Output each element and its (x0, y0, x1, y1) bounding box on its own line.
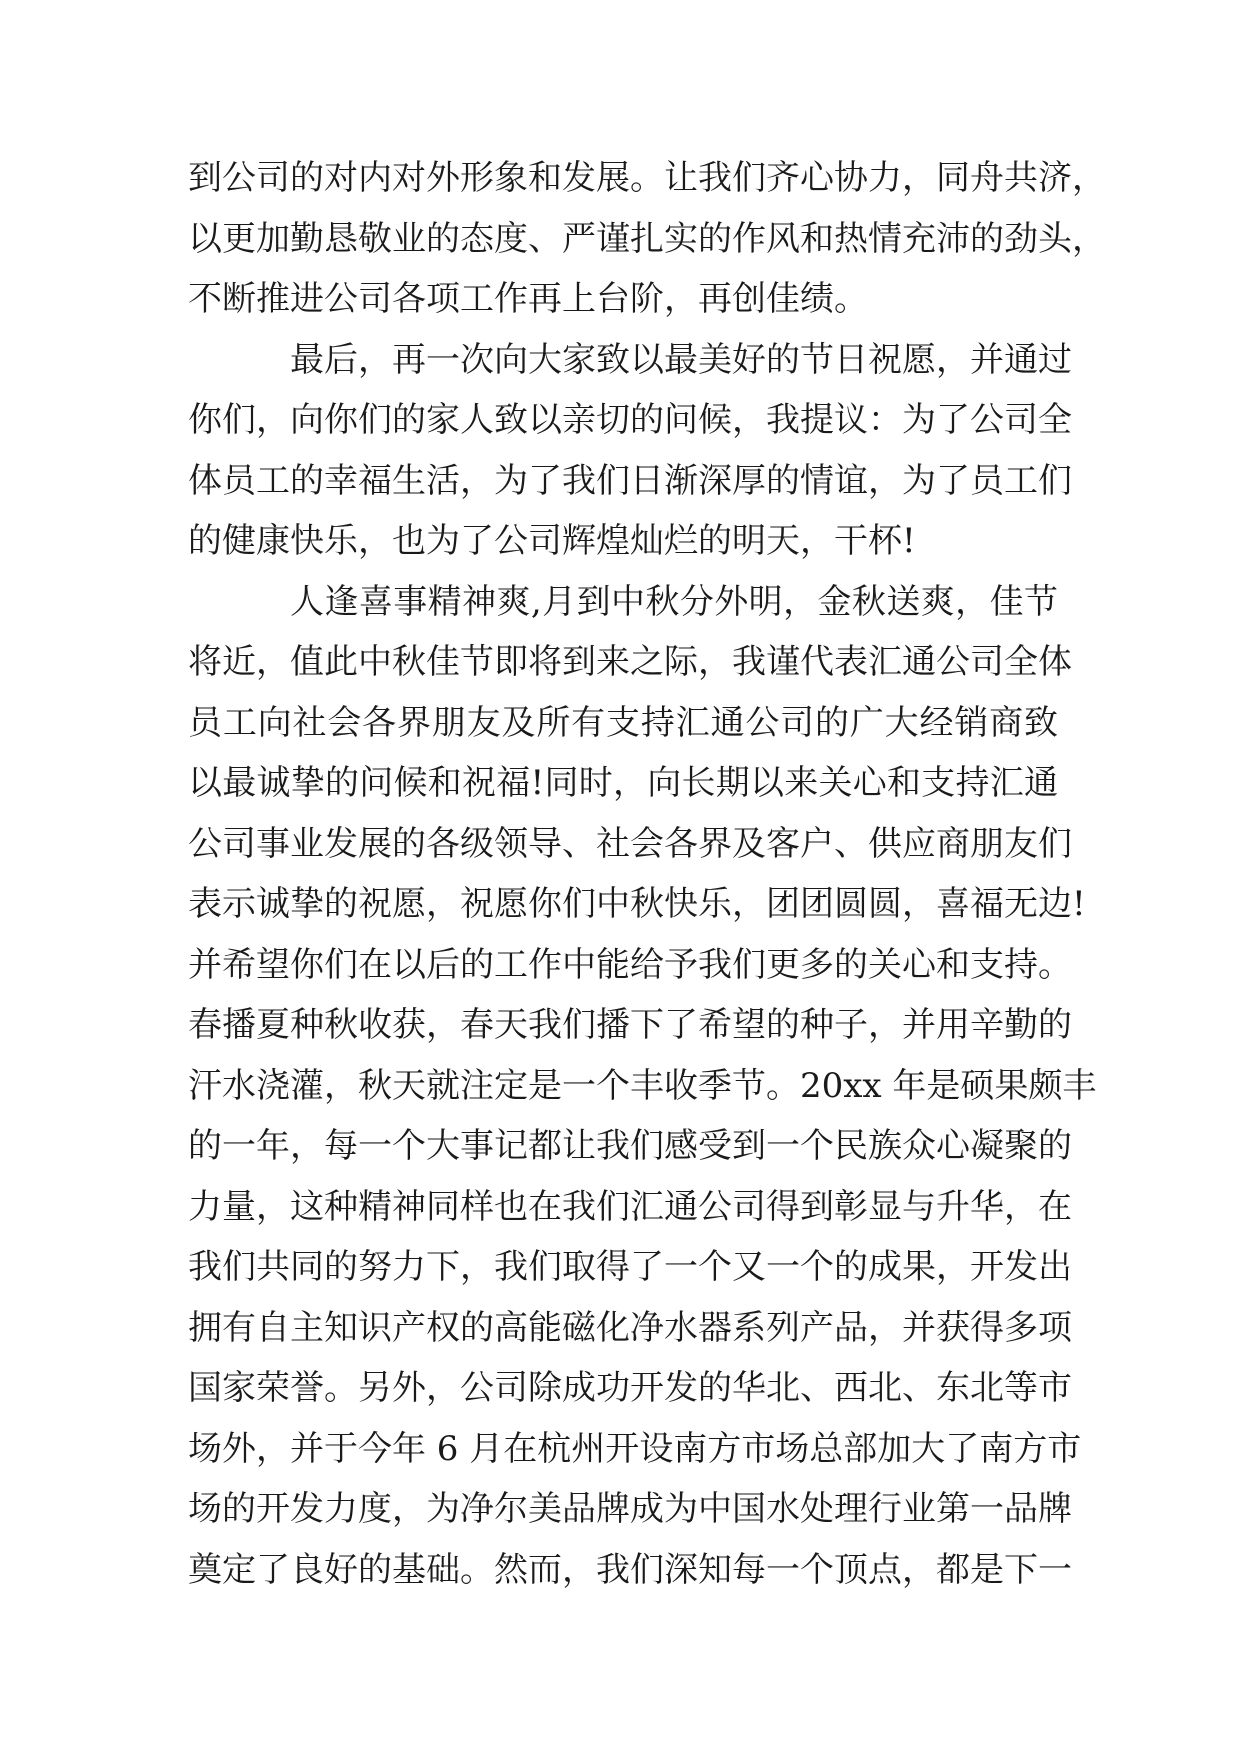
text-line: 你们，向你们的家人致以亲切的问候，我提议：为了公司全 (188, 400, 1072, 440)
text-line: 汗水浇灌，秋天就注定是一个丰收季节。20xx 年是硕果颇丰 (188, 1065, 1097, 1106)
text-line: 力量，这种精神同样也在我们汇通公司得到彰显与升华，在 (188, 1186, 1072, 1227)
paragraph (188, 572, 1097, 1601)
text-line: 并希望你们在以后的工作中能给予我们更多的关心和支持。 (188, 944, 1072, 985)
text-line: 最后，再一次向大家致以最美好的节日祝愿，并通过 (290, 339, 1072, 380)
paragraph (188, 148, 1106, 330)
text-line: 公司事业发展的各级领导、社会各界及客户、供应商朋友们 (188, 823, 1072, 864)
text-line: 体员工的幸福生活，为了我们日渐深厚的情谊，为了员工们 (188, 460, 1072, 501)
document-body (188, 148, 1106, 1600)
text-line: 的一年，每一个大事记都让我们感受到一个民族众心凝聚的 (188, 1126, 1072, 1166)
text-line: 的健康快乐，也为了公司辉煌灿烂的明天，干杯! (188, 521, 916, 561)
paragraph (188, 330, 1072, 572)
text-line: 以最诚挚的问候和祝福!同时，向长期以来关心和支持汇通 (188, 763, 1058, 803)
text-line: 场的开发力度，为净尔美品牌成为中国水处理行业第一品牌 (188, 1489, 1072, 1529)
text-line: 人逢喜事精神爽,月到中秋分外明，金秋送爽，佳节 (290, 581, 1058, 622)
text-line: 场外，并于今年 6 月在杭州开设南方市场总部加大了南方市 (188, 1428, 1082, 1469)
text-line: 以更加勤恳敬业的态度、严谨扎实的作风和热情充沛的劲头， (188, 218, 1106, 259)
text-line: 奠定了良好的基础。然而，我们深知每一个顶点，都是下一 (188, 1549, 1072, 1590)
text-line: 将近，值此中秋佳节即将到来之际，我谨代表汇通公司全体 (188, 642, 1072, 682)
text-line: 到公司的对内对外形象和发展。让我们齐心协力，同舟共济， (188, 158, 1106, 198)
text-line: 员工向社会各界朋友及所有支持汇通公司的广大经销商致 (188, 702, 1058, 743)
text-line: 拥有自主知识产权的高能磁化净水器系列产品，并获得多项 (188, 1307, 1072, 1348)
text-line: 我们共同的努力下，我们取得了一个又一个的成果，开发出 (188, 1247, 1072, 1287)
text-line: 表示诚挚的祝愿，祝愿你们中秋快乐，团团圆圆，喜福无边! (188, 884, 1086, 924)
text-line: 春播夏种秋收获，春天我们播下了希望的种子，并用辛勤的 (188, 1005, 1072, 1045)
text-line: 不断推进公司各项工作再上台阶，再创佳绩。 (188, 279, 868, 319)
text-line: 国家荣誉。另外，公司除成功开发的华北、西北、东北等市 (188, 1368, 1072, 1408)
